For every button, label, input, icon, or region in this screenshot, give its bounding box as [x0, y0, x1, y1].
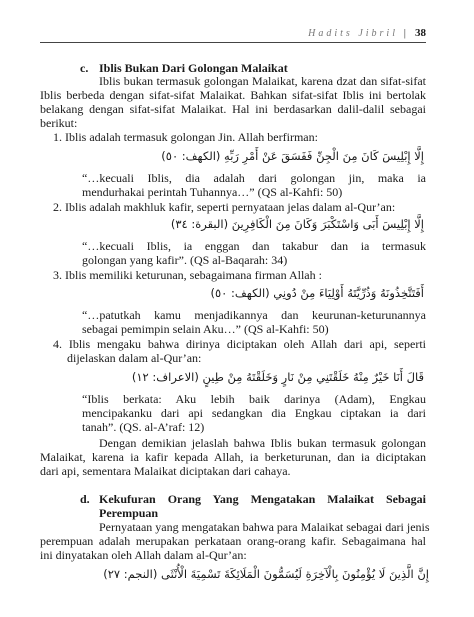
point-3-text: 3. Iblis memiliki keturunan, sebagaimana firman Allah :: [53, 268, 322, 282]
section-c-intro-line: Iblis bukan termasuk golongan Malaikat, karena dzat dan sifat-sifat: [99, 74, 426, 88]
point-1-translation-line: “…kecuali Iblis, dia adalah dari golongan jin, maka ia: [82, 171, 426, 185]
point-1-translation-line: mendurhakai perintah Tuhannya…” (QS al-Kahfi: 50): [82, 185, 343, 199]
point-2-arabic-verse: إِلَّا إِبْلِيسَ أَبَى وَاسْتَكْبَرَ وَكَانَ مِنَ الْكَافِرِينَ (البقرة: ٣٤): [170, 217, 424, 231]
point-4-text-line: 4. Iblis mengaku bahwa dirinya diciptakan oleh Allah dari api, seperti: [53, 337, 426, 351]
section-d-intro-line: perempuan adalah merupakan perkataan orang-orang kafir. Sebagaimana hal: [40, 534, 426, 548]
point-4-arabic-verse: قَالَ أَنَا خَيْرٌ مِنْهُ خَلَقْتَنِي مِنْ نَارٍ وَخَلَقْتَهُ مِنْ طِينٍ (الاعراف: ١٢): [131, 370, 424, 384]
point-4-text-line: dijelaskan dalam al-Qur’an:: [67, 351, 202, 365]
section-d-heading-line: Perempuan: [99, 506, 159, 520]
point-2-text: 2. Iblis adalah makhluk kafir, seperti pernyataan jelas dalam al-Qur’an:: [53, 200, 396, 214]
section-c-intro-line: belakang dengan sifat-sifat Malaikat. Hal ini berdasarkan dalil-dalil sebagai: [40, 102, 426, 116]
section-d-label: d.: [80, 492, 90, 506]
running-header: [40, 28, 426, 43]
point-4-translation-line: “Iblis berkata: Aku lebih baik darinya (Adam), Engkau: [82, 392, 426, 406]
page-number: 38: [415, 27, 426, 39]
section-c-heading: Iblis Bukan Dari Golongan Malaikat: [99, 61, 288, 75]
section-c-conclusion-line: Dengan demikian jelaslah bahwa Iblis bukan termasuk golongan: [99, 436, 426, 450]
point-3-translation-line: sebagai pemimpin selain Aku…” (QS al-Kahfi: 50): [82, 322, 329, 336]
section-d-intro-line: ini dinyatakan oleh Allah dalam al-Qur’an:: [40, 548, 247, 562]
point-1-arabic-verse: إِلَّا إِبْلِيسَ كَانَ مِنَ الْجِنِّ فَفَسَقَ عَنْ أَمْرِ رَبِّهِ (الكهف: ٥٠): [161, 149, 424, 163]
point-4-translation-line: tanah”. (QS. al-A’raf: 12): [82, 420, 205, 434]
point-2-translation-line: “…kecuali Iblis, ia enggan dan takabur dan ia termasuk: [82, 239, 426, 253]
point-3-arabic-verse: أَفَتَتَّخِذُونَهُ وَذُرِّيَّتَهُ أَوْلِيَاءَ مِنْ دُونِي (الكهف: ٥٠): [210, 286, 424, 300]
point-2-translation-line: golongan yang kafir”. (QS al-Baqarah: 34): [82, 253, 288, 267]
point-4-translation-line: mencipakanku dari api sedangkan dia Engkau ciptakan ia dari: [82, 406, 426, 420]
section-c-intro-line: Iblis berbeda dengan sifat-sifat Malaikat. Bahkan sifat-sifat Iblis ini bertolak: [40, 88, 426, 102]
section-d-heading-line: Kekufuran Orang Yang Mengatakan Malaikat Sebagai: [99, 492, 426, 506]
point-1-text: 1. Iblis adalah termasuk golongan Jin. Allah berfirman:: [53, 130, 318, 144]
point-3-translation-line: “…patutkah kamu menjadikannya dan keurunan-keturunannya: [82, 308, 426, 322]
section-c-intro-line: berikut:: [40, 116, 78, 130]
section-c-conclusion-line: Malaikat, karena ia kafir kepada Allah, ia berketurunan, dan ia diciptakan: [40, 450, 426, 464]
running-header-title: Hadits Jibril: [308, 28, 398, 39]
section-c-conclusion-line: dari api, sementara Malaikat diciptakan dari cahaya.: [40, 464, 291, 478]
section-c-label: c.: [80, 61, 89, 75]
section-d-arabic-verse: إِنَّ الَّذِينَ لَا يُؤْمِنُونَ بِالْآخِرَةِ لَيُسَمُّونَ الْمَلَائِكَةَ تَسْمِيَةَ الْأُنْثَى (النجم: ٢٧): [103, 567, 429, 581]
section-d-intro-line: Pernyataan yang mengatakan bahwa para Malaikat sebagai dari jenis: [99, 520, 430, 534]
running-header-separator: |: [403, 27, 406, 39]
